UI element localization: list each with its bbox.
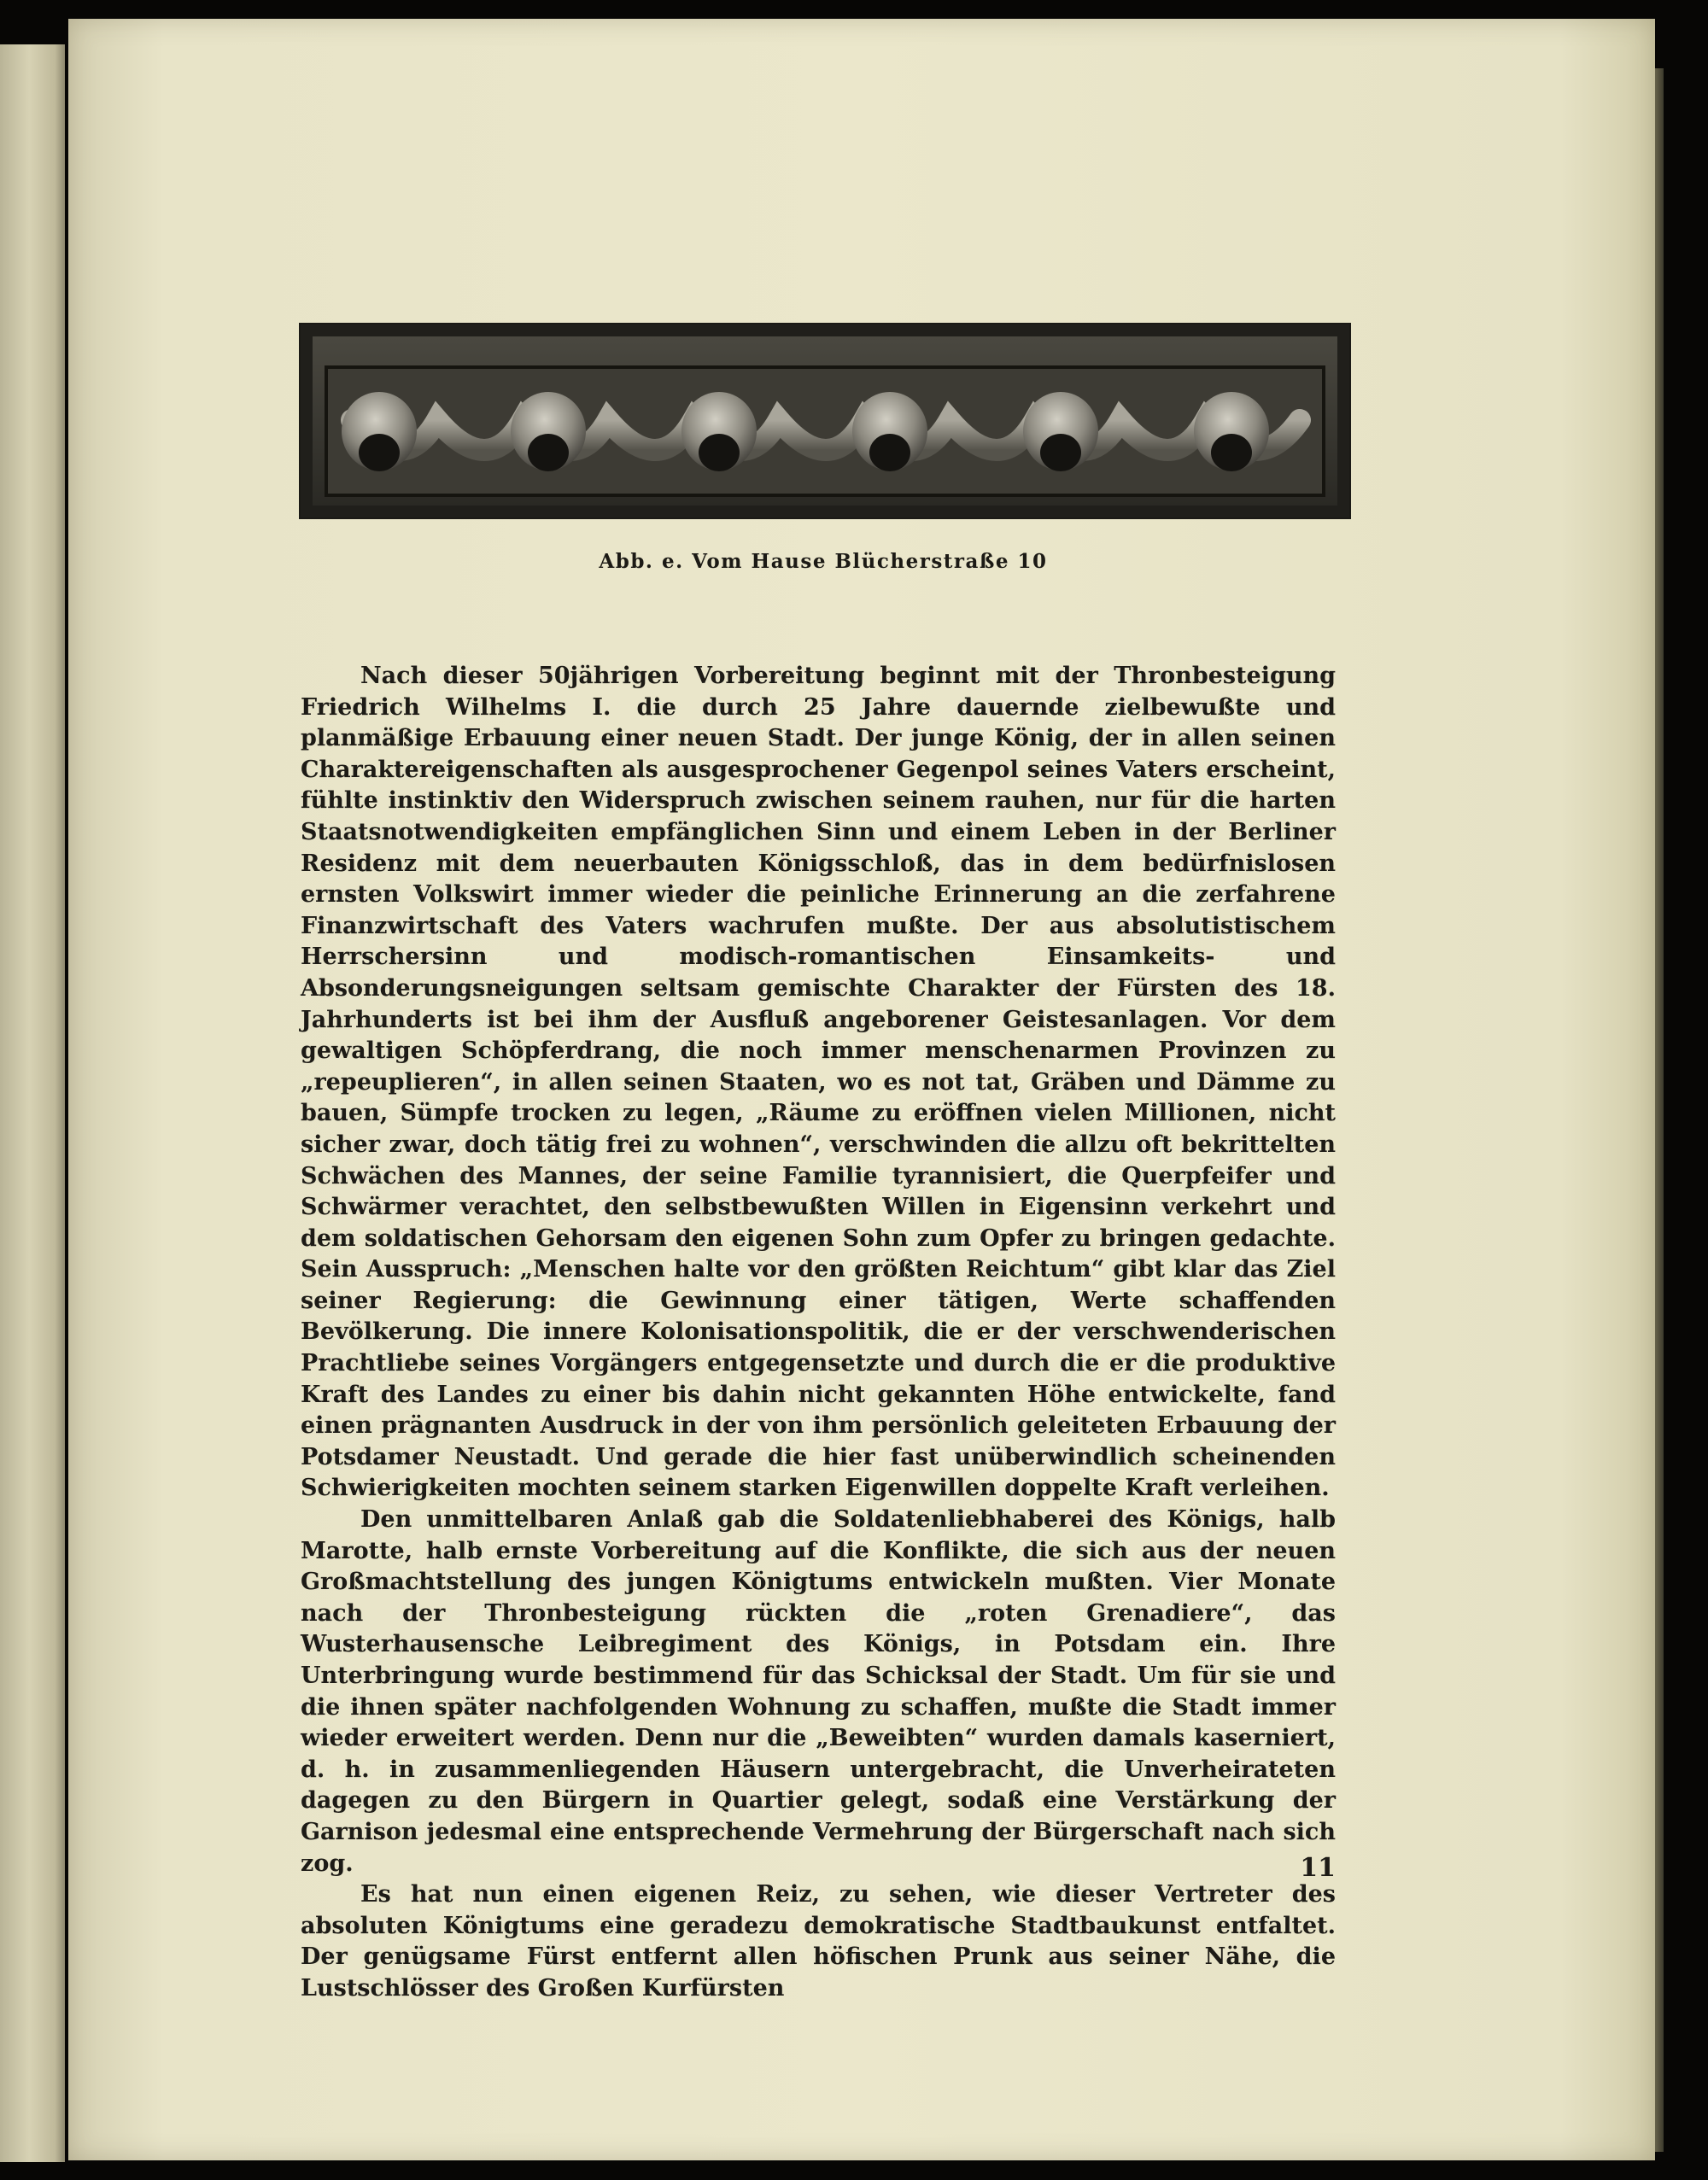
paragraph: Es hat nun einen eigenen Reiz, zu sehen, wie dieser Vertreter des absoluten Königtums eine geradezu demokratische Stadtbaukunst entfaltet. Der genügsame Fürst entfernt allen höfischen Prunk aus seiner Nähe, die Lustschlösser des Großen Kurfürsten [301,1881,1336,2002]
body-text [301,661,1336,2005]
relief-frieze-photo [299,323,1351,519]
page-number: 11 [1300,1853,1336,1883]
figure-caption: Abb. e. Vom Hause Blücherstraße 10 [599,550,1048,573]
paragraph: Nach dieser 50jährigen Vorbereitung beginnt mit der Thronbesteigung Friedrich Wilhelms I. die durch 25 Jahre dauernde zielbewußte und planmäßige Erbauung einer neuen Stadt. Der junge König, der in allen seinen Charaktereigenschaften als ausgesprochener Gegenpol seines Vaters erscheint, fühlte instinktiv den Widerspruch zwischen seinem rauhen, nur für die harten Staatsnotwendigkeiten empfänglichen Sinn und einem Leben in der Berliner Residenz mit dem neuerbauten Königsschloß, das in dem bedürfnislosen ernsten Volkswirt immer wieder die peinliche Erinnerung an die zerfahrene Finanzwirtschaft des Vaters wachrufen mußte. Der aus absolutistischem Herrschersinn und modisch-romantischen Einsamkeits- und Absonderungsneigungen seltsam gemischte Charakter der Fürsten des 18. Jahrhunderts ist bei ihm der Ausfluß angeborener Geistesanlagen. Vor dem gewaltigen Schöpferdrang, die noch immer menschenarmen Provinzen zu „repeuplieren“, in allen seinen Staaten, wo es not tat, Gräben und Dämme zu bauen, Sümpfe trocken zu legen, „Räume zu eröffnen vielen Millionen, nicht sicher zwar, doch tätig frei zu wohnen“, verschwinden die allzu oft bekrittelten Schwächen des Mannes, der seine Familie tyrannisiert, die Querpfeifer und Schwärmer verachtet, den selbstbewußten Willen in Eigensinn verkehrt und dem soldatischen Gehorsam den eigenen Sohn zum Opfer zu bringen gedachte. Sein Ausspruch: „Menschen halte vor den größten Reichtum“ gibt klar das Ziel seiner Regierung: die Gewinnung einer tätigen, Werte schaffenden Bevölkerung. Die innere Kolonisationspolitik, die er der verschwenderischen Prachtliebe seines Vorgängers entgegensetzte und durch die er die produktive Kraft des Landes zu einer bis dahin nicht gekannten Höhe entwickelte, fand einen prägnanten Ausdruck in der von ihm persönlich geleiteten Erbauung der Potsdamer Neustadt. Und gerade die hier fast unüberwindlich scheinenden Schwierigkeiten mochten seinem starken Eigenwillen doppelte Kraft verleihen. [301,663,1336,1502]
paragraph: Den unmittelbaren Anlaß gab die Soldatenliebhaberei des Königs, halb Marotte, halb ernste Vorbereitung auf die Konflikte, die sich aus der neuen Großmachtstellung des jungen Königtums entwickeln mußten. Vier Monate nach der Thronbesteigung rückten die „roten Grenadiere“, das Wusterhausensche Leibregiment des Königs, in Potsdam ein. Ihre Unterbringung wurde bestimmend für das Schicksal der Stadt. Um für sie und die ihnen später nachfolgenden Wohnung zu schaffen, mußte die Stadt immer wieder erweitert werden. Denn nur die „Beweibten“ wurden damals kaserniert, d. h. in zusammenliegenden Häusern untergebracht, die Unverheirateten dagegen zu den Bürgern in Quartier gelegt, sodaß eine Verstärkung der Garnison jedesmal eine entsprechende Vermehrung der Bürgerschaft nach sich zog. [301,1506,1336,1877]
facing-page-edge [0,44,65,2162]
